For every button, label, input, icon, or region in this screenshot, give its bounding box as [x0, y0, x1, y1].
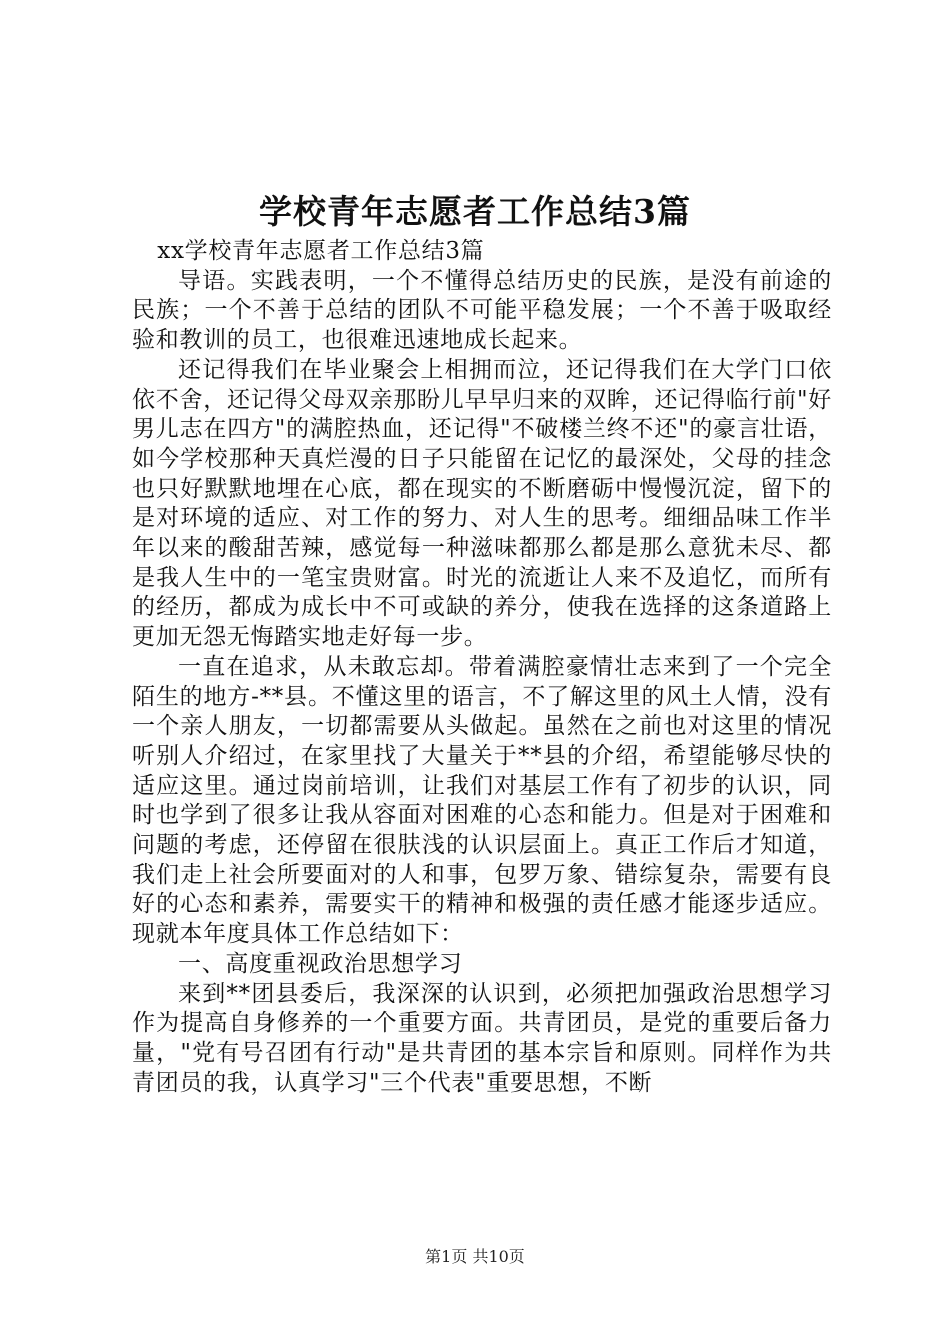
study-paragraph: 来到**团县委后，我深深的认识到，必须把加强政治思想学习作为提高自身修养的一个重要方面。共青团员，是党的重要后备力量，"党有号召团有行动"是共青团的基本宗旨和原则。同样作为共青团员的我，认真学习"三个代表"重要思想，不断	[132, 980, 832, 1096]
document-body	[132, 237, 832, 1098]
page-footer: 第1页 共10页	[425, 1247, 525, 1266]
memory-paragraph: 还记得我们在毕业聚会上相拥而泣，还记得我们在大学门口依依不舍，还记得父母双亲那盼儿早早归来的双眸，还记得临行前"好男儿志在四方"的满腔热血，还记得"不破楼兰终不还"的豪言壮语，如今学校那种天真烂漫的日子只能留在记忆的最深处，父母的挂念也只好默默地埋在心底，都在现实的不断磨砺中慢慢沉淀，留下的是对环境的适应、对工作的努力、对人生的思考。细细品味工作半年以来的酸甜苦辣，感觉每一种滋味都那么都是那么意犹未尽、都是我人生中的一笔宝贵财富。时光的流逝让人来不及追忆，而所有的经历，都成为成长中不可或缺的养分，使我在选择的这条道路上更加无怨无悔踏实地走好每一步。	[132, 356, 832, 651]
pursuit-paragraph: 一直在追求，从未敢忘却。带着满腔豪情壮志来到了一个完全陌生的地方-**县。不懂这里的语言，不了解这里的风土人情，没有一个亲人朋友，一切都需要从头做起。虽然在之前也对这里的情况听别人介绍过，在家里找了大量关于**县的介绍，希望能够尽快的适应这里。通过岗前培训，让我们对基层工作有了初步的认识，同时也学到了很多让我从容面对困难的心态和能力。但是对于困难和问题的考虑，还停留在很肤浅的认识层面上。真正工作后才知道，我们走上社会所要面对的人和事，包罗万象、错综复杂，需要有良好的心态和素养，需要实干的精神和极强的责任感才能逐步适应。现就本年度具体工作总结如下：	[132, 653, 832, 948]
section-heading: 一、高度重视政治思想学习	[178, 950, 463, 977]
subtitle-paragraph: xx学校青年志愿者工作总结3篇	[157, 238, 485, 264]
document-title: 学校青年志愿者工作总结3篇	[259, 192, 691, 231]
intro-paragraph: 导语。实践表明，一个不懂得总结历史的民族，是没有前途的民族；一个不善于总结的团队不可能平稳发展；一个不善于吸取经验和教训的员工，也很难迅速地成长起来。	[132, 267, 832, 354]
